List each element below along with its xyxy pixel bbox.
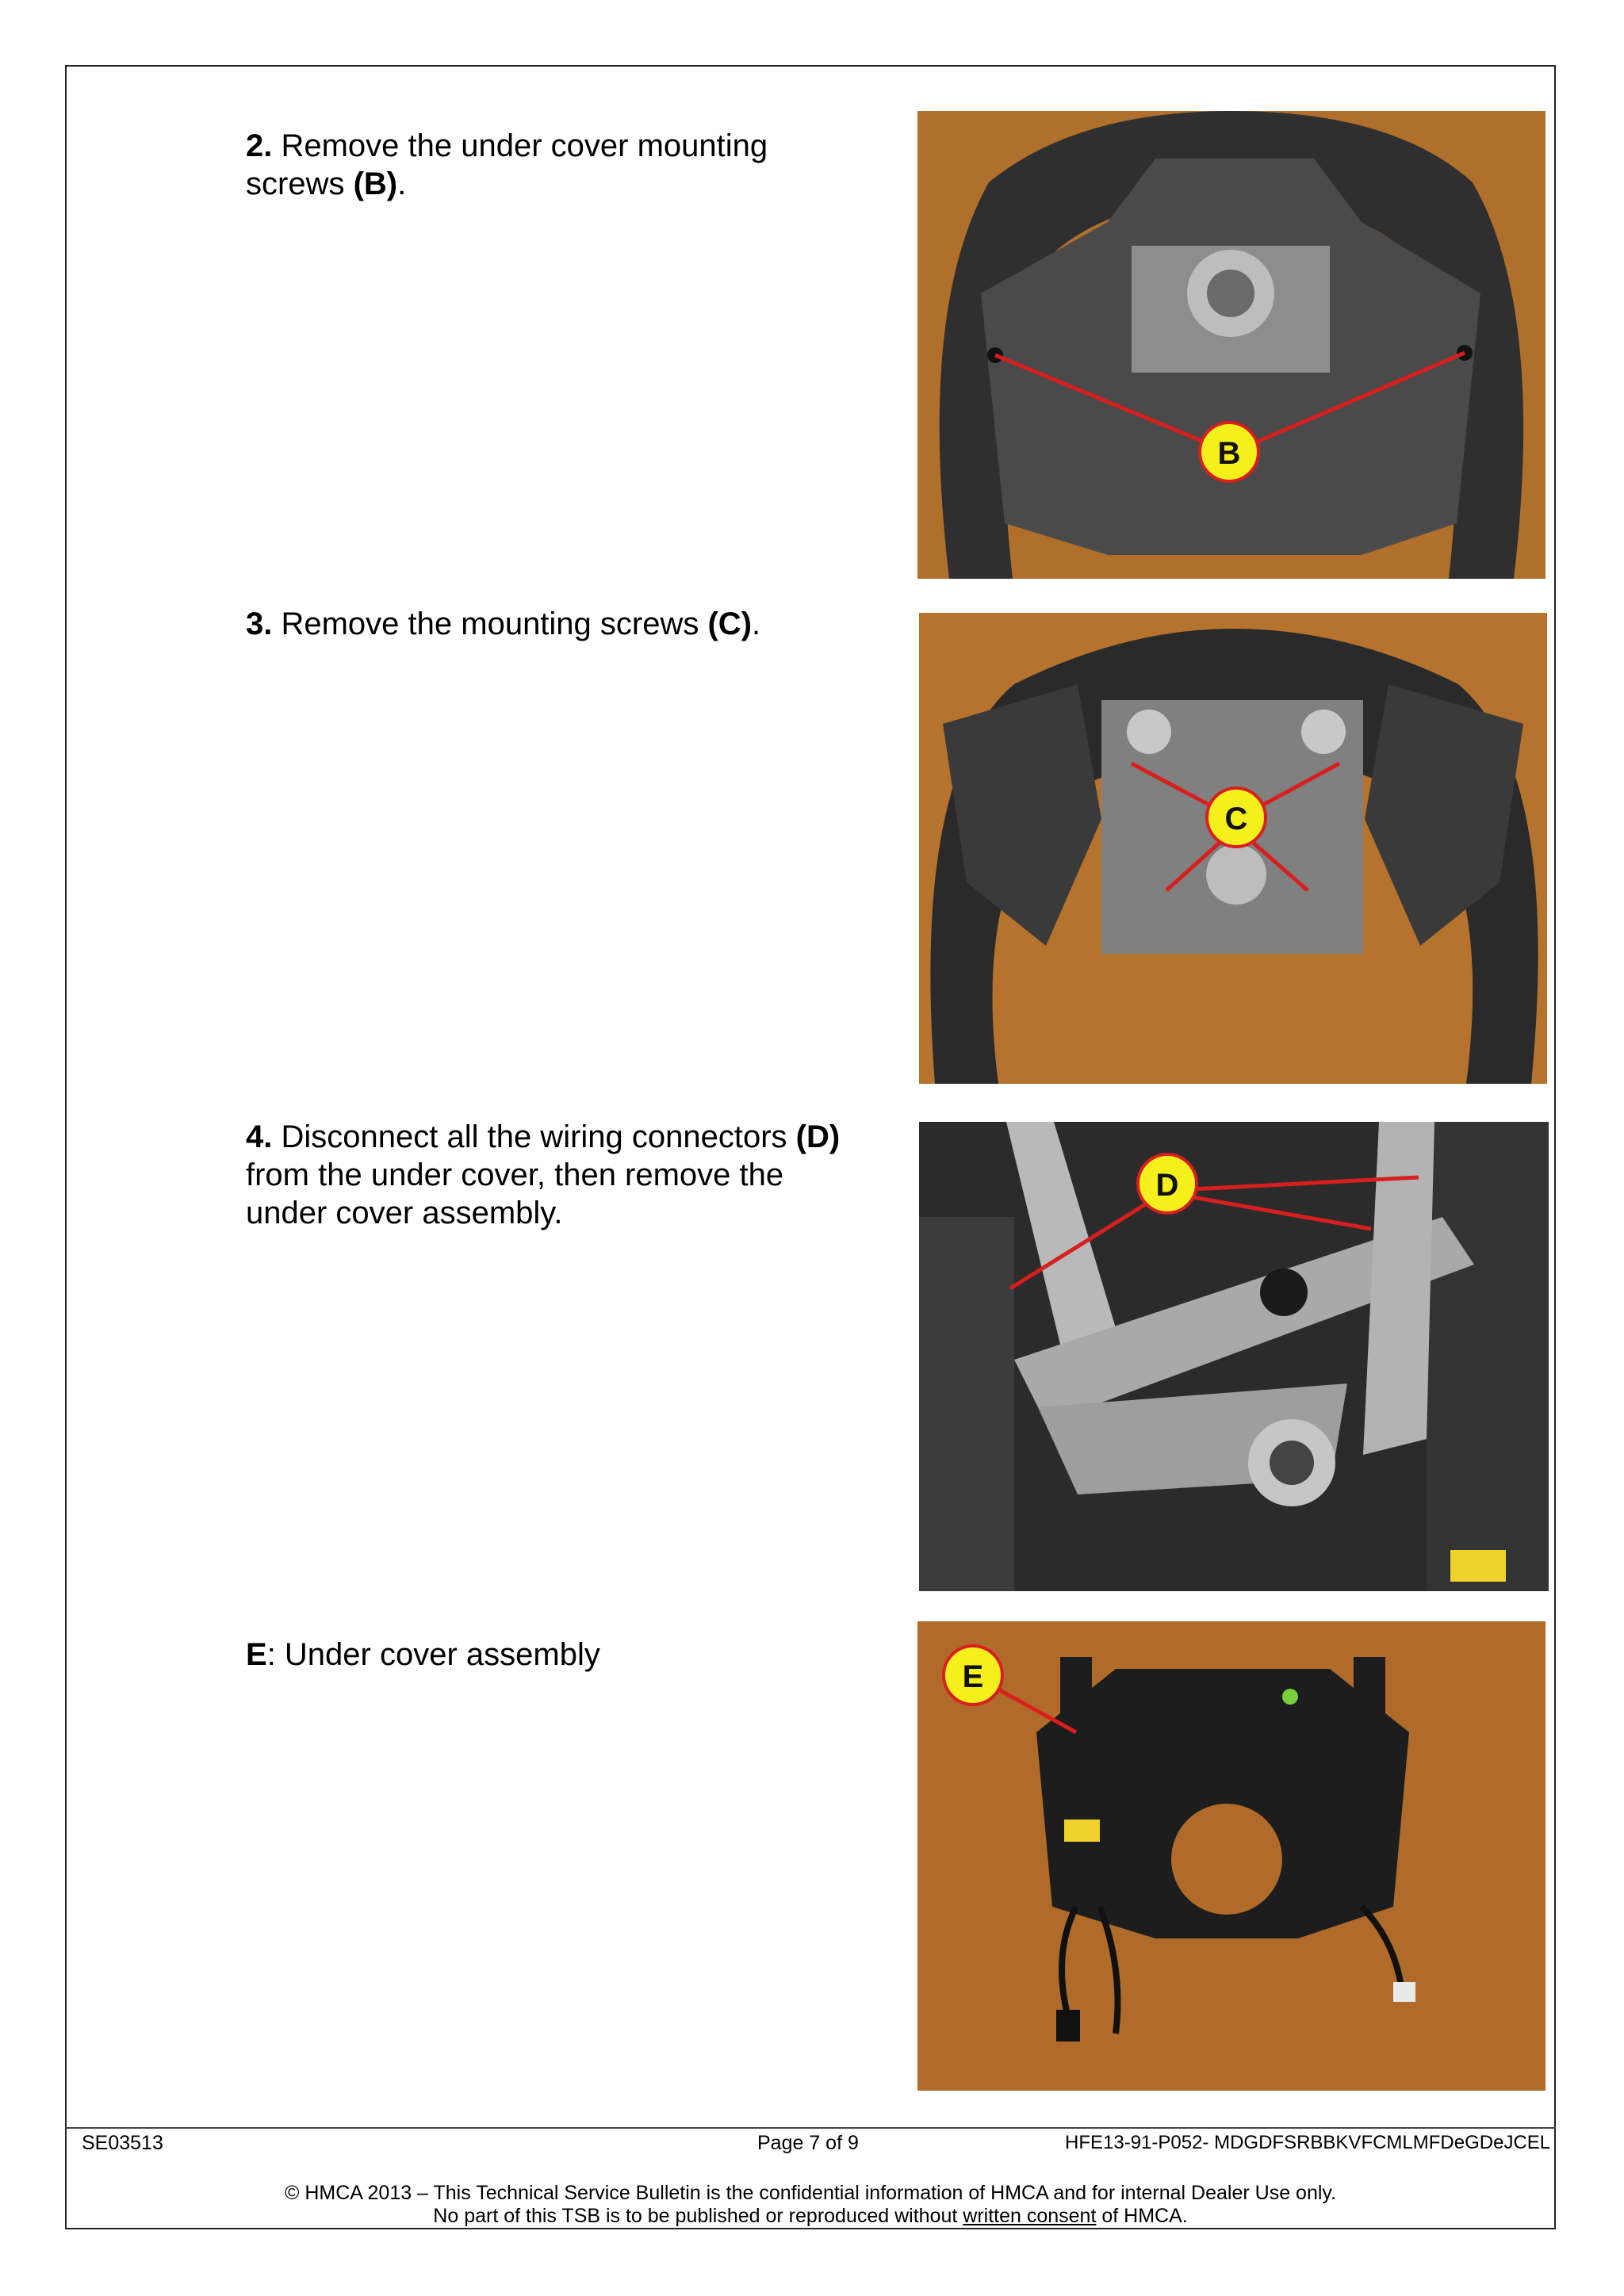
step-3-text — [246, 605, 880, 643]
callout-e-label: E — [962, 1659, 984, 1694]
step-text: screws — [246, 166, 354, 201]
callout-b-label: B — [1217, 436, 1241, 471]
step-number: 4. — [246, 1119, 273, 1154]
footer-copyright: © HMCA 2013 – This Technical Service Bulletin is the confidential information of HMCA and for internal Dealer Use only. — [284, 2182, 1336, 2204]
footer-doc-id: SE03513 — [82, 2132, 163, 2154]
step-2-text — [246, 127, 880, 203]
step-text: from the under cover, then remove the — [246, 1158, 784, 1192]
step-label: E — [246, 1637, 267, 1672]
callout-d-label: D — [1155, 1168, 1179, 1203]
callout-ref: (C) — [707, 607, 753, 641]
photo-under-cover-assembly — [917, 1621, 1545, 2091]
step-4-text — [246, 1118, 880, 1232]
notice-underlined: written consent — [963, 2205, 1097, 2227]
photo-wiring-connectors — [919, 1122, 1549, 1591]
photo-mounting-screws — [919, 613, 1547, 1084]
footer-code: HFE13-91-P052- MDGDFSRBBKVFCMLMFDeGDeJCEL — [1065, 2132, 1551, 2153]
step-text: Remove the mounting screws — [272, 607, 708, 641]
photo-under-cover-screws — [917, 111, 1545, 579]
step-text: . — [752, 607, 761, 641]
footer-page-number: Page 7 of 9 — [757, 2132, 859, 2154]
step-text: . — [397, 166, 407, 201]
step-number: 2. — [246, 128, 273, 163]
callout-ref: (D) — [795, 1119, 841, 1154]
step-text: : Under cover assembly — [266, 1637, 600, 1672]
notice-text: of HMCA. — [1096, 2205, 1188, 2227]
callout-c-label: C — [1224, 802, 1248, 836]
step-number: 3. — [246, 607, 273, 641]
footer-reproduction-notice — [65, 2204, 1556, 2228]
notice-text: No part of this TSB is to be published or reproduced without — [433, 2205, 963, 2227]
step-text: under cover assembly. — [246, 1196, 563, 1230]
footer-divider — [65, 2127, 1556, 2129]
step-text: Disconnect all the wiring connectors — [272, 1119, 796, 1154]
callout-ref: (B) — [353, 166, 398, 201]
step-text: Remove the under cover mounting — [272, 128, 768, 163]
step-e-text — [246, 1636, 880, 1674]
